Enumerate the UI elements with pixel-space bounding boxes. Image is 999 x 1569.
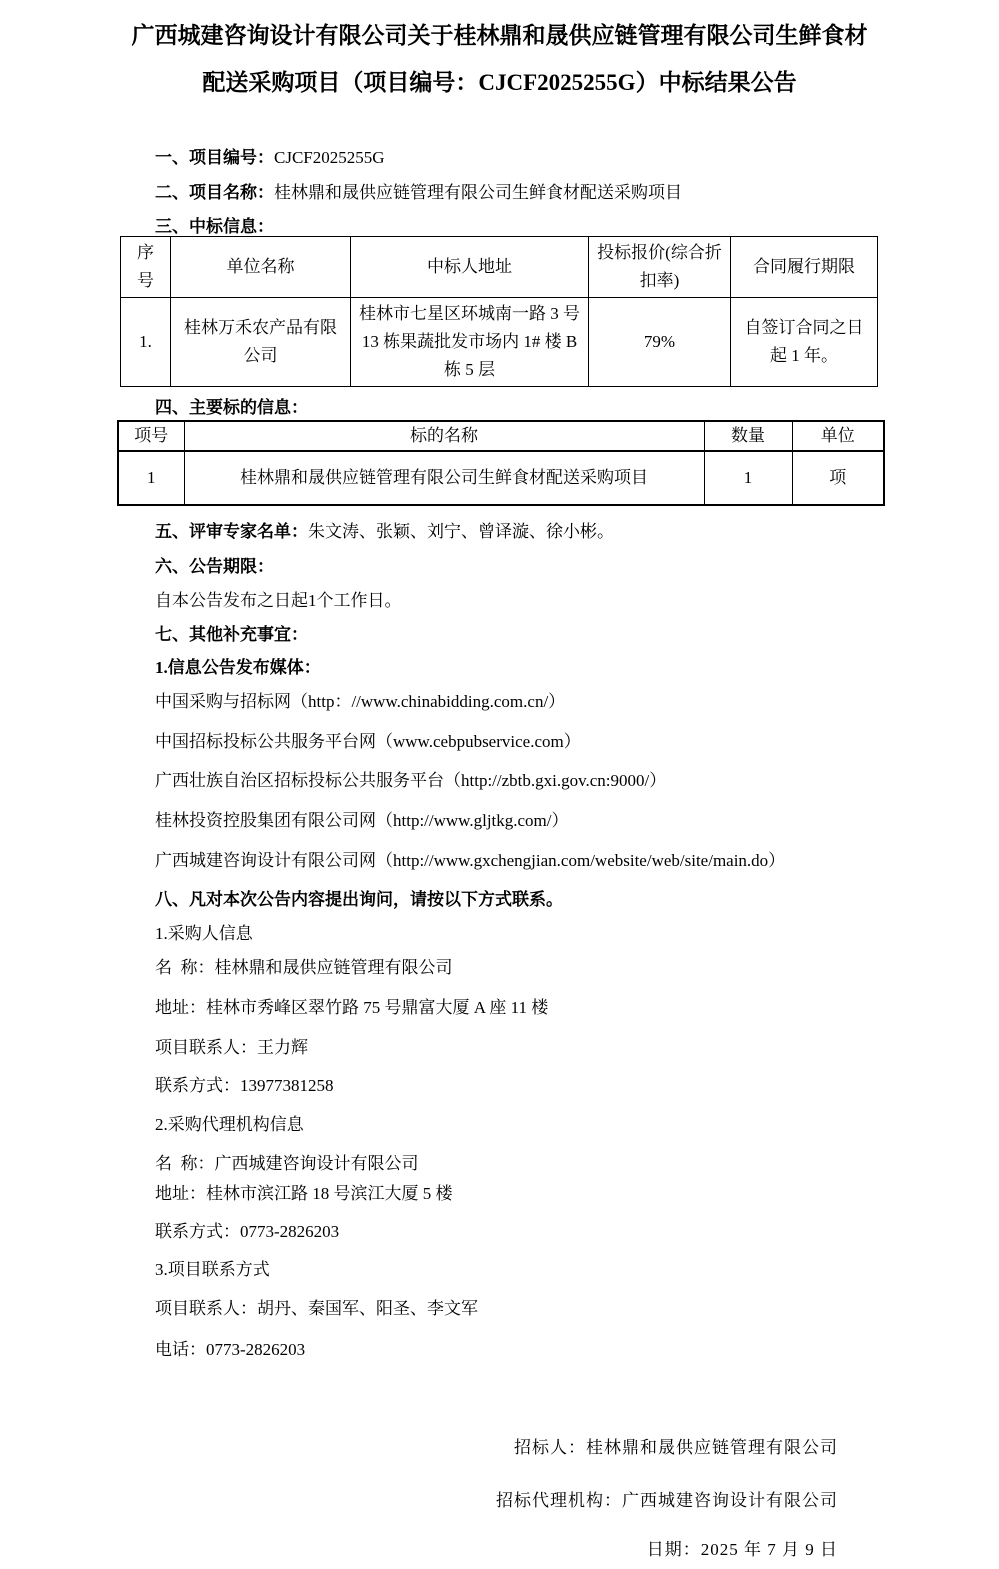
purchaser-contact-person: 项目联系人：王力辉: [155, 1038, 308, 1057]
subject-cell-qty: 1: [704, 451, 792, 505]
project-name-value: 桂林鼎和晟供应链管理有限公司生鲜食材配送采购项目: [274, 183, 682, 202]
project-number-label: 一、项目编号：: [155, 148, 274, 167]
award-table: [120, 236, 878, 387]
experts-label: 五、评审专家名单：: [155, 522, 308, 541]
subject-cell-unit: 项: [792, 451, 884, 505]
subject-header-item: 项号: [118, 421, 184, 451]
purchaser-address: 地址：桂林市秀峰区翠竹路 75 号鼎富大厦 A 座 11 楼: [155, 998, 549, 1017]
project-contact-phone: 电话：0773-2826203: [155, 1340, 306, 1359]
award-table-row: [121, 298, 878, 387]
media-item-gljtkg: 桂林投资控股集团有限公司网（http://www.gljtkg.com/）: [155, 811, 569, 830]
award-header-seq: 序号: [121, 237, 171, 298]
media-heading: 1.信息公告发布媒体：: [155, 658, 321, 677]
period-value: 自本公告发布之日起1个工作日。: [155, 591, 402, 610]
subject-cell-item: 1: [118, 451, 184, 505]
document-title-line2: 配送采购项目（项目编号：CJCF2025255G）中标结果公告: [202, 70, 797, 95]
subject-info-heading: 四、主要标的信息：: [155, 398, 308, 417]
project-number-value: CJCF2025255G: [274, 148, 385, 167]
footer-date: 日期：2025 年 7 月 9 日: [646, 1540, 838, 1559]
project-name-line: [155, 182, 682, 204]
award-info-heading: 三、中标信息：: [155, 217, 274, 236]
project-name-label: 二、项目名称：: [155, 183, 274, 202]
agency-name: 名 称：广西城建咨询设计有限公司: [155, 1154, 419, 1173]
experts-value: 朱文涛、张颖、刘宁、曾译漩、徐小彬。: [308, 522, 614, 541]
award-header-company: 单位名称: [171, 237, 351, 298]
award-cell-company: 桂林万禾农产品有限公司: [171, 298, 351, 387]
award-cell-price: 79%: [589, 298, 731, 387]
other-matters-heading: 七、其他补充事宜：: [155, 625, 308, 644]
agency-phone: 联系方式：0773-2826203: [155, 1222, 340, 1241]
award-table-header-row: [121, 237, 878, 298]
footer-tenderer: 招标人：桂林鼎和晟供应链管理有限公司: [514, 1438, 838, 1457]
agency-address: 地址：桂林市滨江路 18 号滨江大厦 5 楼: [155, 1184, 453, 1203]
inquiry-heading: 八、凡对本次公告内容提出询问，请按以下方式联系。: [155, 890, 563, 909]
award-cell-term: 自签订合同之日起 1 年。: [731, 298, 878, 387]
award-header-term: 合同履行期限: [731, 237, 878, 298]
period-heading: 六、公告期限：: [155, 557, 274, 576]
subject-table-header-row: [118, 421, 884, 451]
experts-line: [155, 521, 614, 543]
project-number-line: [155, 147, 385, 169]
purchaser-phone: 联系方式：13977381258: [155, 1076, 334, 1095]
award-header-address: 中标人地址: [351, 237, 589, 298]
media-item-gxzbtb: 广西壮族自治区招标投标公共服务平台（http://zbtb.gxi.gov.cn:9000/）: [155, 771, 667, 790]
award-cell-address: 桂林市七星区环城南一路 3 号 13 栋果蔬批发市场内 1# 楼 B 栋 5 层: [351, 298, 589, 387]
document-title-line1: 广西城建咨询设计有限公司关于桂林鼎和晟供应链管理有限公司生鲜食材: [131, 23, 868, 48]
project-contact-persons: 项目联系人：胡丹、秦国军、阳圣、李文军: [155, 1299, 478, 1318]
subject-header-name: 标的名称: [184, 421, 704, 451]
subject-table: [117, 420, 885, 506]
project-contact-heading: 3.项目联系方式: [155, 1260, 270, 1279]
media-item-chinabidding: 中国采购与招标网（http：//www.chinabidding.com.cn/）: [155, 692, 566, 711]
subject-header-unit: 单位: [792, 421, 884, 451]
media-item-gxchengjian: 广西城建咨询设计有限公司网（http://www.gxchengjian.com/website/web/site/main.do）: [155, 851, 786, 870]
award-header-price: 投标报价(综合折扣率): [589, 237, 731, 298]
agency-info-heading: 2.采购代理机构信息: [155, 1115, 304, 1134]
subject-header-qty: 数量: [704, 421, 792, 451]
purchaser-name: 名 称：桂林鼎和晟供应链管理有限公司: [155, 958, 453, 977]
purchaser-info-heading: 1.采购人信息: [155, 924, 253, 943]
subject-cell-name: 桂林鼎和晟供应链管理有限公司生鲜食材配送采购项目: [184, 451, 704, 505]
document-title: [0, 12, 999, 106]
media-item-cebpubservice: 中国招标投标公共服务平台网（www.cebpubservice.com）: [155, 732, 581, 751]
award-cell-seq: 1.: [121, 298, 171, 387]
subject-table-row: [118, 451, 884, 505]
footer-agency: 招标代理机构：广西城建咨询设计有限公司: [496, 1491, 838, 1510]
